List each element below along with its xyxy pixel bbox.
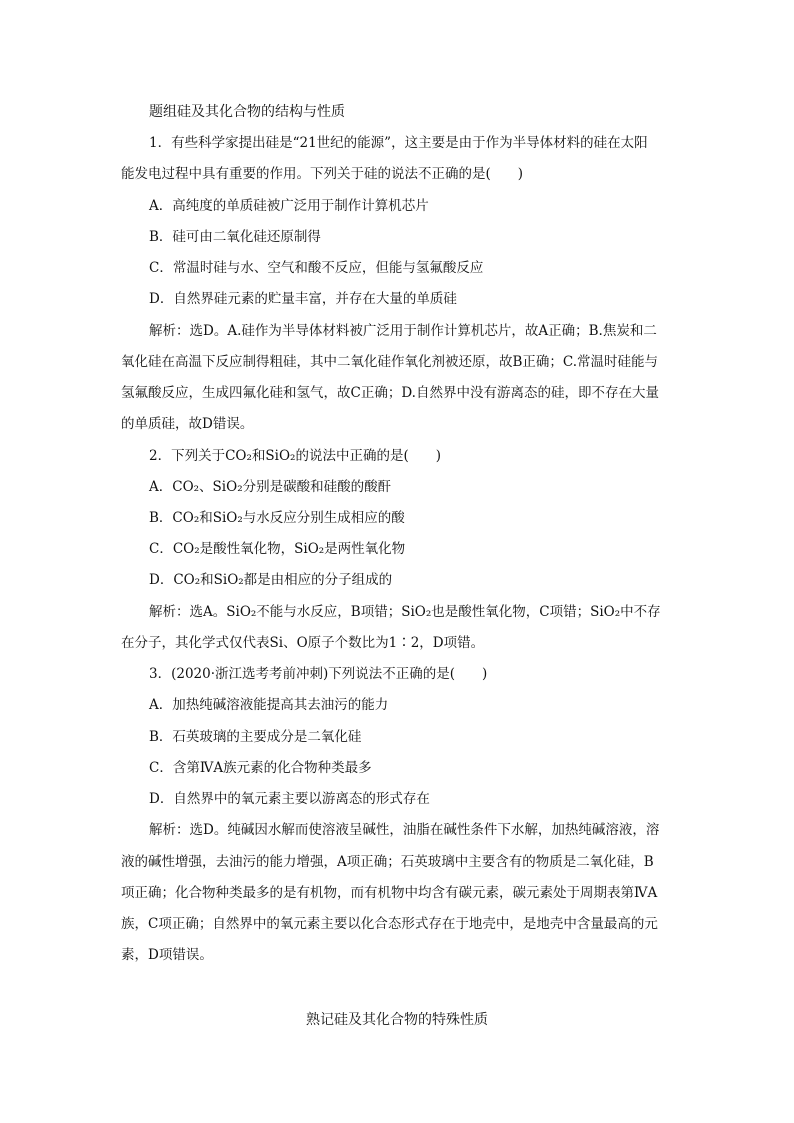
question-3-option-a: A．加热纯碱溶液能提高其去油污的能力 [149,697,389,713]
question-3-option-c: C．含第ⅣA族元素的化合物种类最多 [149,760,372,776]
question-1-option-d: D．自然界硅元素的贮量丰富，并存在大量的单质硅 [149,291,457,307]
question-1-option-a: A．高纯度的单质硅被广泛用于制作计算机芯片 [149,198,429,214]
question-3-analysis-line-3: 项正确；化合物种类最多的是有机物，而有机物中均含有碳元素，碳元素处于周期表第ⅣA [121,885,658,901]
question-3-option-b: B．石英玻璃的主要成分是二氧化硅 [149,729,362,745]
question-2-option-d: D．CO₂和SiO₂都是由相应的分子组成的 [149,572,393,588]
question-1-line-1: 1．有些科学家提出硅是“21世纪的能源”，这主要是由于作为半导体材料的硅在太阳 [149,135,648,151]
question-1-option-c: C．常温时硅与水、空气和酸不反应，但能与氢氟酸反应 [149,260,484,276]
question-2-analysis-line-1: 解析：选A。SiO₂不能与水反应，B项错；SiO₂也是酸性氧化物，C项错；SiO₂中不存 [149,604,661,620]
question-2-line-1: 2．下列关于CO₂和SiO₂的说法中正确的是( ) [149,448,441,464]
question-1-analysis-line-1: 解析：选D。A.硅作为半导体材料被广泛用于制作计算机芯片，故A正确；B.焦炭和二 [149,323,657,339]
question-3-analysis-line-1: 解析：选D。纯碱因水解而使溶液呈碱性，油脂在碱性条件下水解，加热纯碱溶液，溶 [149,822,660,838]
question-2-analysis-line-2: 在分子，其化学式仅代表Si、O原子个数比为1∶2，D项错。 [121,635,485,651]
page-title: 题组硅及其化合物的结构与性质 [149,104,345,120]
question-1-option-b: B．硅可由二氧化硅还原制得 [149,229,321,245]
question-1-analysis-line-2: 氧化硅在高温下反应制得粗硅，其中二氧化硅作氧化剂被还原，故B正确；C.常温时硅能与 [121,354,659,370]
question-3-line-1: 3．(2020·浙江选考考前冲刺)下列说法不正确的是( ) [149,666,488,682]
question-3-analysis-line-5: 素，D项错误。 [121,947,213,963]
question-3-option-d: D．自然界中的氧元素主要以游离态的形式存在 [149,791,430,807]
question-3-analysis-line-2: 液的碱性增强，去油污的能力增强，A项正确；石英玻璃中主要含有的物质是二氧化硅，B [121,854,654,870]
question-1-analysis-line-3: 氢氟酸反应，生成四氟化硅和氢气，故C正确；D.自然界中没有游离态的硅，即不存在大量 [121,385,659,401]
question-1-line-2: 能发电过程中具有重要的作用。下列关于硅的说法不正确的是( ) [121,166,524,182]
question-1-analysis-line-4: 的单质硅，故D错误。 [121,416,254,432]
question-2-option-c: C．CO₂是酸性氧化物，SiO₂是两性氧化物 [149,541,406,557]
section-heading: 熟记硅及其化合物的特殊性质 [306,1012,488,1028]
question-2-option-b: B．CO₂和SiO₂与水反应分别生成相应的酸 [149,510,405,526]
question-3-analysis-line-4: 族，C项正确；自然界中的氧元素主要以化合态形式存在于地壳中，是地壳中含量最高的元 [121,916,658,932]
question-2-option-a: A．CO₂、SiO₂分别是碳酸和硅酸的酸酐 [149,479,392,495]
